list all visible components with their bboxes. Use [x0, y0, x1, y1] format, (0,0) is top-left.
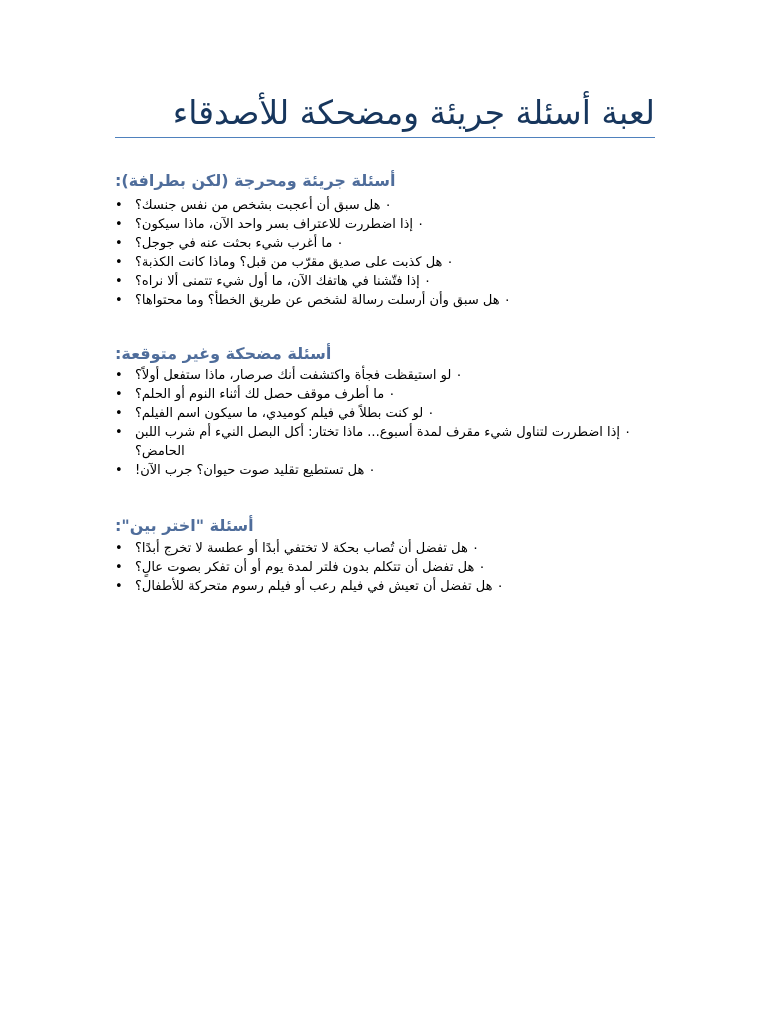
bullet-icon: •	[115, 255, 123, 270]
list-item	[115, 539, 645, 558]
question-text: ٠ هل سبق أن أعجبت بشخص من نفس جنسك؟	[135, 198, 392, 213]
bullet-icon: •	[115, 406, 123, 421]
question-text: ٠ هل تفضل أن تُصاب بحكة لا تختفي أبدًا أو عطسة لا تخرج أبدًا؟	[135, 541, 479, 556]
list-item	[115, 253, 645, 272]
list-item	[115, 423, 645, 461]
bullet-icon: •	[115, 217, 123, 232]
bullet-icon: •	[115, 274, 123, 289]
bullet-icon: •	[115, 463, 123, 478]
list-item	[115, 234, 645, 253]
question-text: ٠ ما أطرف موقف حصل لك أثناء النوم أو الحلم؟	[135, 387, 396, 402]
document-title: لعبة أسئلة جريئة ومضحكة للأصدقاء	[172, 93, 655, 132]
bullet-icon: •	[115, 387, 123, 402]
question-text: ٠ لو استيقظت فجأة واكتشفت أنك صرصار، ماذا ستفعل أولاً؟	[135, 368, 463, 383]
bullet-icon: •	[115, 425, 123, 440]
list-item	[115, 404, 645, 423]
bullet-icon: •	[115, 198, 123, 213]
list-item	[115, 558, 645, 577]
question-text: ٠ هل تفضل أن تتكلم بدون فلتر لمدة يوم أو أن تفكر بصوت عالٍ؟	[135, 560, 486, 575]
question-text: ٠ هل سبق وأن أرسلت رسالة لشخص عن طريق الخطأ؟ وما محتواها؟	[135, 293, 511, 308]
bullet-icon: •	[115, 368, 123, 383]
bullet-icon: •	[115, 293, 123, 308]
question-text: ٠ إذا اضطررت للاعتراف بسر واحد الآن، ماذا سيكون؟	[135, 217, 425, 232]
title-underline	[115, 137, 655, 138]
list-item	[115, 385, 645, 404]
question-text: ٠ إذا اضطررت لتناول شيء مقرف لمدة أسبوع... ماذا تختار: أكل البصل النيء أم شرب اللبن الحامض؟	[135, 425, 632, 459]
section-heading-would-you-rather: أسئلة "اختر بين":	[115, 516, 254, 535]
list-item	[115, 366, 645, 385]
section-heading-funny-questions: أسئلة مضحكة وغير متوقعة:	[115, 344, 332, 363]
list-item	[115, 272, 645, 291]
question-text: ٠ ما أغرب شيء بحثت عنه في جوجل؟	[135, 236, 344, 251]
question-text: ٠ هل كذبت على صديق مقرّب من قبل؟ وماذا كانت الكذبة؟	[135, 255, 454, 270]
funny-questions-list	[115, 366, 645, 480]
list-item	[115, 196, 645, 215]
section-heading-bold-questions: أسئلة جريئة ومحرجة (لكن بطرافة):	[115, 171, 396, 190]
list-item	[115, 577, 645, 596]
question-text: ٠ هل تفضل أن تعيش في فيلم رعب أو فيلم رسوم متحركة للأطفال؟	[135, 579, 504, 594]
bullet-icon: •	[115, 236, 123, 251]
list-item	[115, 461, 645, 480]
question-text: ٠ لو كنت بطلاً في فيلم كوميدي، ما سيكون اسم الفيلم؟	[135, 406, 435, 421]
question-text: ٠ إذا فتّشنا في هاتفك الآن، ما أول شيء تتمنى ألا نراه؟	[135, 274, 431, 289]
bold-questions-list	[115, 196, 645, 310]
bullet-icon: •	[115, 541, 123, 556]
would-you-rather-list	[115, 539, 645, 596]
bullet-icon: •	[115, 560, 123, 575]
list-item	[115, 291, 645, 310]
bullet-icon: •	[115, 579, 123, 594]
list-item	[115, 215, 645, 234]
question-text: ٠ هل تستطيع تقليد صوت حيوان؟ جرب الآن!	[135, 463, 376, 478]
